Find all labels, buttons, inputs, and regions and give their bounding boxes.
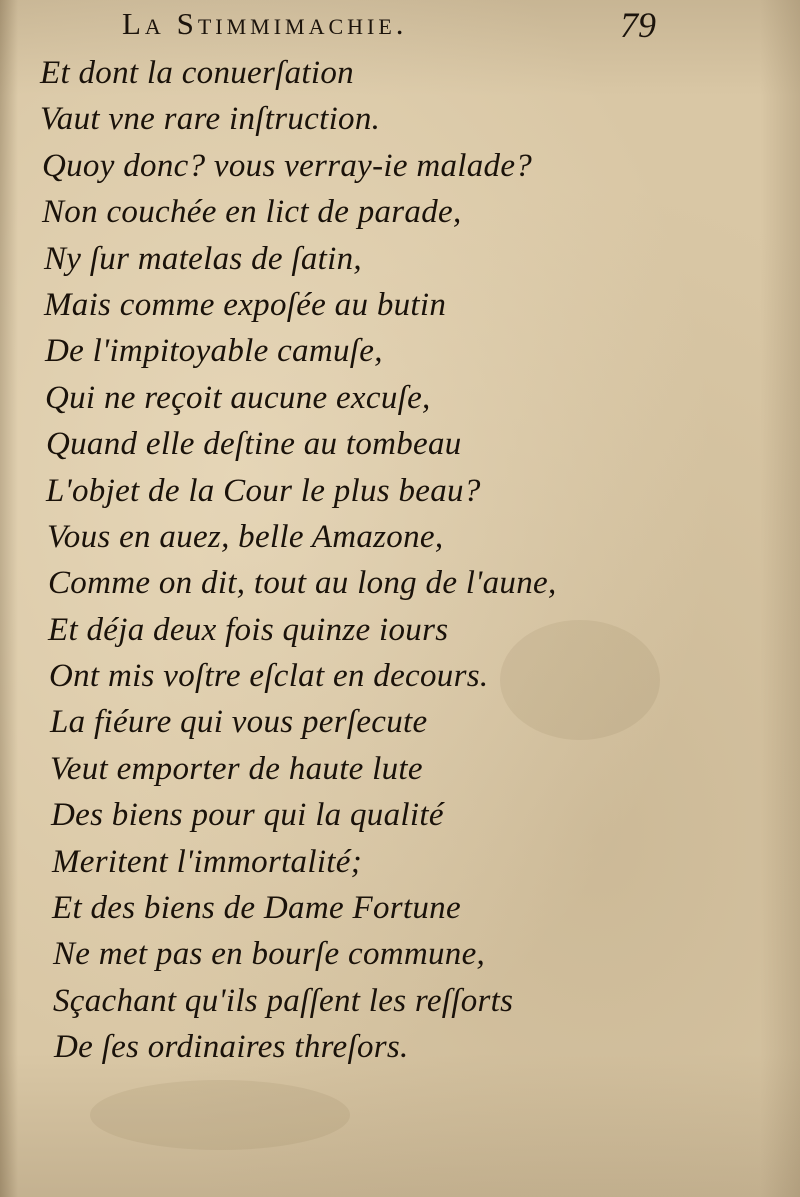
- verse-line: Veut emporter de haute lute: [50, 750, 423, 787]
- verse-line: Comme on dit, tout au long de l'aune,: [48, 565, 557, 602]
- verse-line: Et dont la conuerſation: [40, 55, 354, 91]
- verse-line: Quand elle deſtine au tombeau: [46, 426, 462, 463]
- verse-line: Non couchée en lict de parade,: [42, 194, 462, 231]
- verse-line: Sçachant qu'ils paſſent les reſſorts: [53, 982, 514, 1019]
- verse-line: Et des biens de Dame Fortune: [52, 890, 461, 927]
- verse-line: Ont mis voſtre eſclat en decours.: [49, 658, 489, 695]
- paper-stain: [90, 1080, 350, 1150]
- verse-line: Ny ſur matelas de ſatin,: [44, 240, 362, 277]
- verse-line: Vaut vne rare inſtruction.: [40, 101, 381, 138]
- verse-line: Ne met pas en bourſe commune,: [53, 936, 486, 973]
- verse-line: Mais comme expoſée au butin: [44, 286, 447, 323]
- verse-line: Et déja deux fois quinze iours: [48, 611, 449, 648]
- verse-line: Qui ne reçoit aucune excuſe,: [45, 379, 431, 416]
- verse-line: Meritent l'immortalité;: [52, 843, 362, 880]
- running-head: La Stimmimachie.: [122, 6, 408, 41]
- verse-line: La fiéure qui vous perſecute: [50, 704, 428, 741]
- verse-line: Des biens pour qui la qualité: [51, 797, 444, 834]
- verse-line: Quoy donc? vous verray-ie malade?: [42, 147, 533, 184]
- verse-line: De l'impitoyable camuſe,: [45, 333, 383, 370]
- verse-line: De ſes ordinaires threſors.: [54, 1029, 409, 1066]
- page-number: 79: [620, 5, 656, 45]
- verse-line: L'objet de la Cour le plus beau?: [46, 472, 481, 509]
- verse-line: Vous en auez, belle Amazone,: [47, 518, 444, 555]
- poem-verses: [40, 50, 680, 1071]
